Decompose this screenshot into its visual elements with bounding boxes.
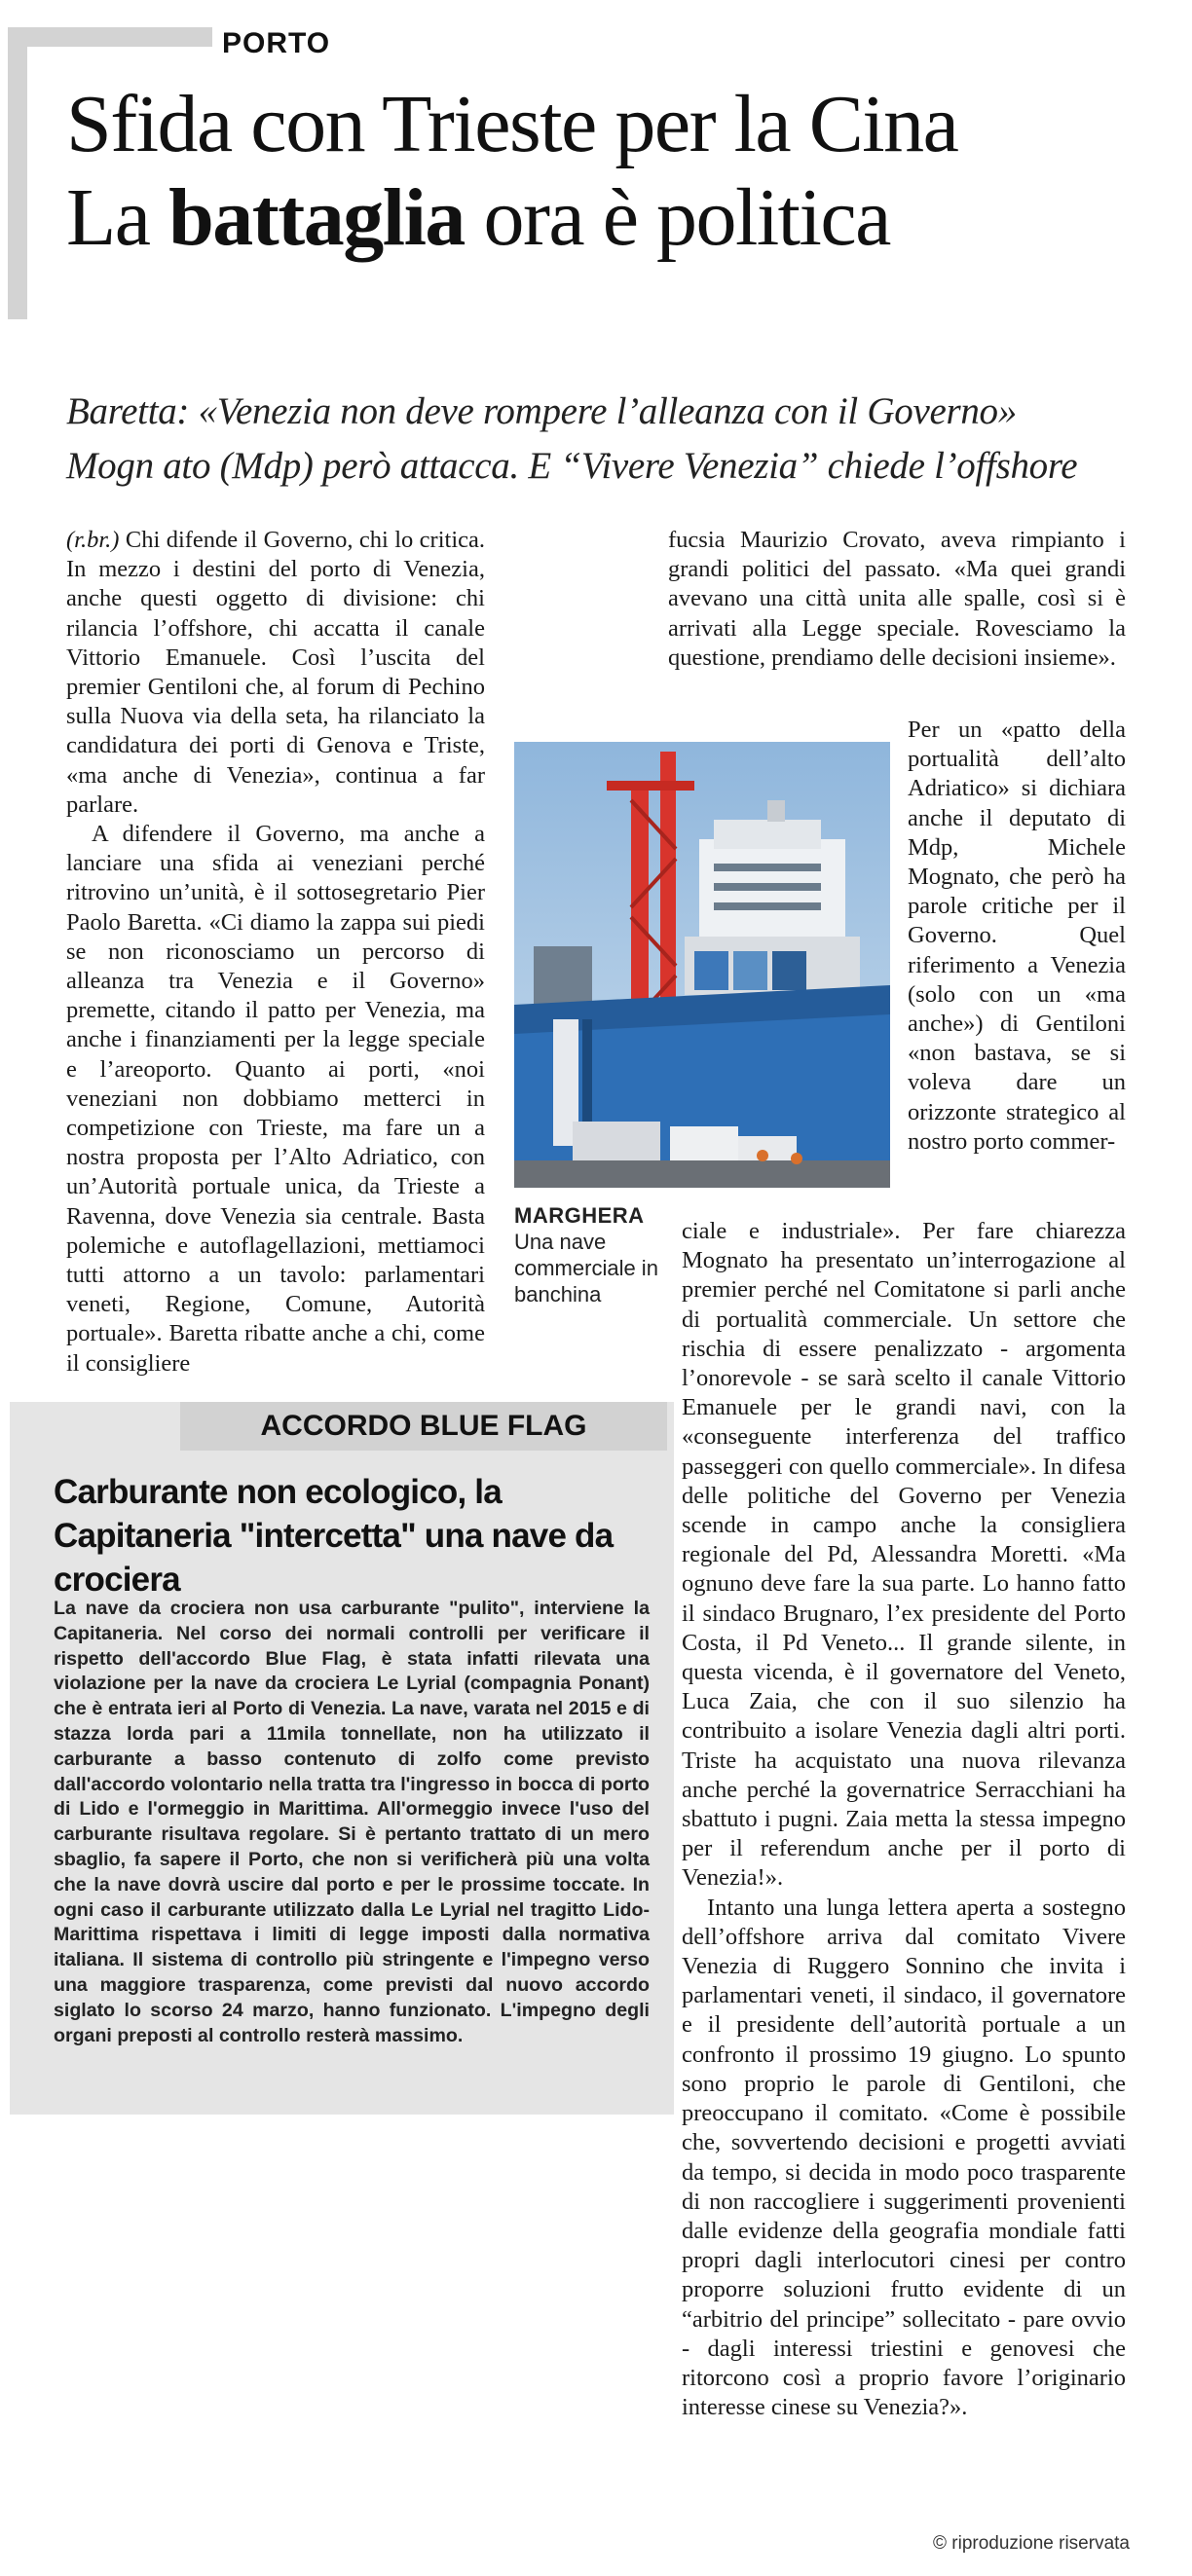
sidebar-body: La nave da crociera non usa carburante "pulito", interviene la Capitaneria. Nel corso dei normali controlli per verificare il rispetto dell'accordo Blue Flag, è stata infatti rilevata una violazione per la nave da crociera Le Lyrial (compagnia Ponant) che è entrata ieri al Porto di Venezia. La nave, varata nel 2015 e di stazza lorda pari a 11mila tonnellate, non ha utilizzato il carburante a basso contenuto di zolfo come previsto dall'accordo volontario nella tratta tra l'ingresso in bocca di porto di Lido e l'ormeggio in Marittima. All'ormeggio invece l'uso del carburante risultava regolare. Si è pertanto trattato di un mero sbaglio, fa sapere il Porto, che non si verificherà più una volta che la nave dovrà uscire dal porto e per le prossime toccate. In ogni caso il carburante utilizzato dalla Le Lyrial nel tragitto Lido-Marittima rispettava i limiti di legge imposti dalla normativa italiana. Il sistema di controllo più stringente e l'impegno verso una maggiore trasparenza, come previsti dal nuovo accordo siglato lo scorso 24 marzo, hanno funzionato. L'impegno degli organi preposti al controllo resterà massimo. [54,1598,650,2046]
section-bracket-vertical [8,27,27,319]
headline-line-2 [66,171,1176,265]
section-label: PORTO [222,27,331,59]
article-paragraph: A difendere il Governo, ma anche a lanciare una sfida ai veneziani perché ritrovino un’unità, è il sottosegretario Pier Paolo Baretta. «Ci diamo la zappa sui piedi se non riconosciamo un percorso di alleanza tra Venezia e il Governo» premette, citando il patto per Venezia, ma anche i finanziamenti per la legge speciale e l’areoporto. Quanto ai porti, «noi veneziani non dobbiamo metterci in competizione con Trieste, ma fare un a nostra proposta per l’Alto Adriatico, con un’Autorità portuale unica, da Trieste a Ravenna, dove Venezia sia centrale. Basta polemiche e autoflagellazioni, mettiamoci tutti attorno a un tavolo: parlamentari veneti, Regione, Comune, Autorità portuale». Baretta ribatte anche a chi, come il consigliere [66,821,485,1377]
headline-line-1: Sfida con Trieste per la Cina [66,79,958,169]
article-text: Chi difende il Governo, chi lo critica. In mezzo i destini del porto di Venezia, anche questi oggetto di divisione: chi rilancia l’offshore, chi accatta il canale Vittorio Emanuele. Così l’uscita del premier Gentiloni che, al forum di Pechino sulla Nuova via della seta, ha rilanciato la candidatura dei porti di Genova e Triste, «ma anche di Venezia», continua a far parlare. [66,527,485,818]
deck [66,385,1176,494]
photo-caption-label: MARGHERA [514,1203,645,1228]
sidebar-title: Carburante non ecologico, la Capitaneria "intercetta" una nave da crociera [54,1473,614,1599]
deck-line-1: Baretta: «Venezia non deve rompere l’alleanza con il Governo» [66,390,1017,432]
article-column-2-wrap [908,716,1126,1157]
article-text: Per un «patto della portualità dell’alto Adriatico» si dichiara anche il deputato di Mdp, Michele Mognato, che però ha parole critiche per il Governo. Quel riferimento a Venezia (solo con un «ma anche») di Gentiloni «non bastava, se si voleva dare un orizzonte strategico al nostro porto commer- [908,717,1126,1155]
sidebar-label: ACCORDO BLUE FLAG [260,1410,587,1442]
byline: (r.br.) [66,527,120,553]
article-column-2 [682,1217,1126,2422]
ship-photo-illustration [514,742,890,1188]
article-paragraph: fucsia Maurizio Crovato, aveva rimpianto i grandi politici del passato. «Ma quei grandi avevano una città unita alle spalle, così si è arrivati alla Legge speciale. Rovesciamo la questione, prendiamo delle decisioni insieme». [668,527,1126,671]
headline-line-2-pre: La [66,172,169,263]
photo-caption-text: Una nave commerciale in banchina [514,1230,658,1306]
photo-caption [514,1202,670,1307]
article-paragraph: Intanto una lunga lettera aperta a sostegno dell’offshore arriva dal comitato Vivere Venezia di Ruggero Sonnino che invita i parlamentari veneti, il sindaco, il governatore e il presidente dell’autorità portuale a un confronto il prossimo 19 giugno. Lo spunto sono proprio le parole di Gentiloni, che preoccupano il comitato. «Come è possibile che, sovvertendo decisioni e progetti avviati da tempo, si decida in modo poco trasparente di non raccogliere i suggerimenti provenienti dalle evidenze della geografia mondiale fatti propri dagli interlocutori cinesi per contro proporre soluzioni frutto evidente di un “arbitrio del principe” sollecitato - pare ovvio - dagli interessi triestini e genovesi che ritorcono così a proprio favore l’originario interesse cinese su Venezia?». [682,1894,1126,2421]
headline-bold-word: battaglia [168,172,465,263]
section-bracket-horizontal [8,27,212,47]
deck-line-2: Mogn ato (Mdp) però attacca. E “Vivere Venezia” chiede l’offshore [66,445,1078,487]
copyright-notice: © riproduzione riservata [933,2533,1130,2554]
headline-line-2-post: ora è politica [464,172,890,263]
ship-photo [514,742,890,1188]
article-paragraph: ciale e industriale». Per fare chiarezza Mognato ha presentato un’interrogazione al premier perché nel Comitatone si parli anche di portualità commerciale. Un settore che rischia di essere penalizzato - argomenta l’onorevole - se sarà scelto il canale Vittorio Emanuele per le grandi navi, con la «conseguente interferenza del traffico passeggeri con quello commerciale». In difesa delle politiche del Governo per Venezia scende in campo anche la consigliera regionale del Pd, Alessandra Moretti. «Ma ognuno deve fare la sua parte. Lo hanno fatto il sindaco Brugnaro, l’ex presidente del Porto Costa, il Pd Veneto... Il grande silente, in questa vicenda, è il governatore del Veneto, Luca Zaia, che con il suo silenzio ha contribuito a isolare Venezia dagli altri porti. Triste ha acquistato una nuova rilevanza anche perché la governatrice Serracchiani ha sbattuto i pugni. Zaia metta la stessa impegno per il referendum anche per il porto di Venezia!». [682,1218,1126,1892]
article-paragraph [66,526,485,820]
article-column-1 [66,526,485,1379]
article-column-2-top [668,526,1126,673]
headline [66,78,1176,265]
